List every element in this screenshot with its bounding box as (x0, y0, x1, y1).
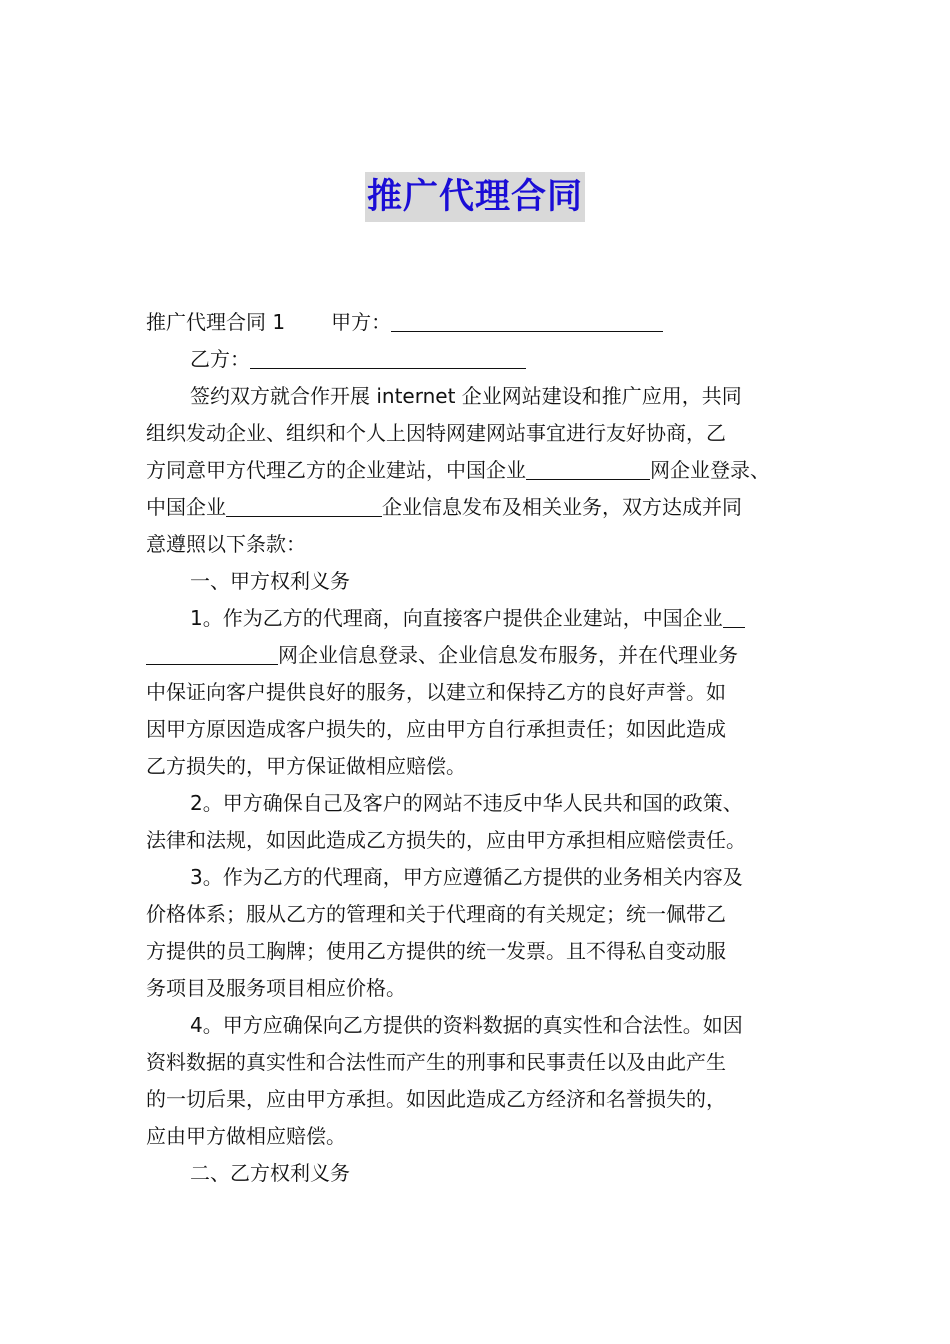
title-block (0, 172, 950, 222)
intro-line-4-a: 中国企业 (146, 495, 226, 519)
clause-4-line-3: 的一切后果，应由甲方承担。如因此造成乙方经济和名誉损失的， (146, 1087, 726, 1111)
clause-2-line-2: 法律和法规，如因此造成乙方损失的，应由甲方承担相应赔偿责任。 (146, 828, 746, 852)
clause-3-line-4: 务项目及服务项目相应价格。 (146, 976, 406, 1000)
clause-4-line-2: 资料数据的真实性和合法性而产生的刑事和民事责任以及由此产生 (146, 1050, 726, 1074)
party-b-label: 乙方： (190, 347, 250, 371)
clause-3-line-3: 方提供的员工胸牌；使用乙方提供的统一发票。且不得私自变动服 (146, 939, 726, 963)
section-2-heading: 二、乙方权利义务 (190, 1161, 350, 1185)
document-body (146, 304, 810, 1192)
contract-label: 推广代理合同 1 (146, 310, 286, 334)
intro-line-3 (146, 452, 810, 489)
party-a-label: 甲方： (331, 310, 392, 334)
clause-3-line-2: 价格体系；服从乙方的管理和关于代理商的有关规定；统一佩带乙 (146, 902, 726, 926)
document-title: 推广代理合同 (365, 172, 585, 222)
clause-3-line-1: 3。作为乙方的代理商，甲方应遵循乙方提供的业务相关内容及 (190, 865, 743, 889)
intro-line-4 (146, 489, 810, 526)
intro-line-1: 签约双方就合作开展 internet 企业网站建设和推广应用，共同 (190, 384, 742, 408)
clause-1-line-3: 中保证向客户提供良好的服务，以建立和保持乙方的良好声誉。如 (146, 680, 726, 704)
clause-1-line-5: 乙方损失的，甲方保证做相应赔偿。 (146, 754, 466, 778)
clause-2-line-1: 2。甲方确保自己及客户的网站不违反中华人民共和国的政策、 (190, 791, 743, 815)
clause-1-line-4: 因甲方原因造成客户损失的，应由甲方自行承担责任；如因此造成 (146, 717, 726, 741)
clause-1-line-1 (146, 600, 810, 637)
intro-line-4-b: 企业信息发布及相关业务，双方达成并同 (382, 495, 742, 519)
clause-4-line-1: 4。甲方应确保向乙方提供的资料数据的真实性和合法性。如因 (190, 1013, 743, 1037)
clause-1-line-2-text: 网企业信息登录、企业信息发布服务，并在代理业务 (278, 643, 738, 667)
clause-4-line-4: 应由甲方做相应赔偿。 (146, 1124, 346, 1148)
clause-1-line-2 (146, 637, 810, 674)
clause-1-line-1-text: 1。作为乙方的代理商，向直接客户提供企业建站，中国企业 (190, 606, 723, 630)
intro-line-2: 组织发动企业、组织和个人上因特网建网站事宜进行友好协商，乙 (146, 421, 726, 445)
section-1-heading: 一、甲方权利义务 (190, 569, 350, 593)
intro-blank-1 (526, 459, 650, 480)
intro-line-5: 意遵照以下条款： (146, 532, 306, 556)
party-a-blank (391, 311, 663, 332)
clause-1-blank-b (146, 644, 278, 665)
party-b-blank (250, 348, 526, 369)
clause-1-blank-a (723, 607, 745, 628)
party-b-line (146, 341, 810, 378)
intro-blank-2 (226, 496, 382, 517)
header-line (146, 304, 810, 341)
intro-line-3-a: 方同意甲方代理乙方的企业建站，中国企业 (146, 458, 526, 482)
intro-line-3-b: 网企业登录、 (650, 458, 770, 482)
